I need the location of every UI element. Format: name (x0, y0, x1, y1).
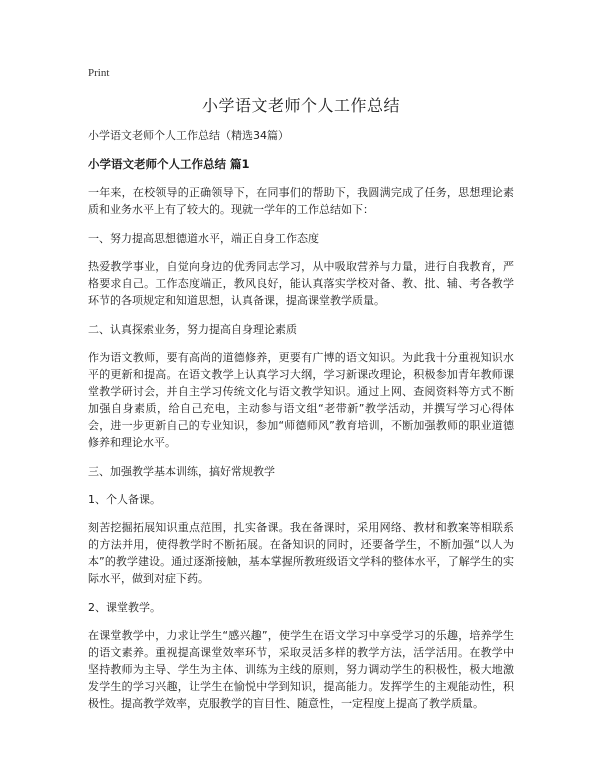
document-subtitle: 小学语文老师个人工作总结（精选34篇） (88, 129, 289, 142)
section-heading: 小学语文老师个人工作总结 篇1 (88, 157, 250, 171)
heading-part-3: 三、加强教学基本训练，搞好常规教学 (88, 465, 275, 478)
heading-part-1: 一、努力提高思想德道水平，端正自身工作态度 (88, 232, 319, 245)
document-title: 小学语文老师个人工作总结 (201, 96, 400, 115)
heading-part-2: 二、认真探索业务，努力提高自身理论素质 (88, 323, 297, 336)
body-paragraph-2: 作为语文教师，要有高尚的道德修养，更要有广博的语文知识。为此我十分重视知识水平的更新和提高。在语文教学上认真学习大纲，学习新课改理论，积极参加青年教师课堂教学研讨会，并自主学习传统文化与语文教学知识。通过上网、查阅资料等方式不断加强自身素质，给自己充电，主动参与语文组“老带新”教学活动，并撰写学习心得体会，进一步更新自己的专业知识，参加“师德师风”教育培训，不断加强教师的职业道德修养和理论水平。 (88, 351, 514, 449)
intro-paragraph: 一年来，在校领导的正确领导下，在同事们的帮助下，我圆满完成了任务，思想理论素质和业务水平上有了较大的。现就一学年的工作总结如下： (88, 186, 514, 216)
document-page (88, 66, 514, 724)
subheading-lesson-prep: 1、个人备课。 (88, 493, 161, 506)
body-paragraph-1: 热爱教学事业，自觉向身边的优秀同志学习，从中吸取营养与力量，进行自我教育，严格要求自己。工作态度端正，教风良好，能认真落实学校对备、教、批、辅、考各教学环节的各项规定和知道思想，认真备课，提高课堂教学质量。 (88, 260, 514, 307)
subheading-classroom: 2、课堂教学。 (88, 601, 161, 614)
print-label[interactable]: Print (88, 67, 110, 79)
body-paragraph-3: 刻苦挖掘拓展知识重点范围，扎实备课。我在备课时，采用网络、教材和教案等相联系的方法并用，使得教学时不断拓展。在备知识的同时，还要备学生，不断加强“以人为本”的教学建设。通过逐渐接触，基本掌握所教班级语文学科的整体水平，了解学生的实际水平，做到对症下药。 (88, 521, 514, 585)
body-paragraph-4: 在课堂教学中，力求让学生“感兴趣”，使学生在语文学习中享受学习的乐趣，培养学生的语文素养。重视提高课堂效率环节，采取灵活多样的教学方法，活学活用。在教学中坚持教师为主导、学生为主体、训练为主线的原则，努力调动学生的积极性，极大地激发学生的学习兴趣，让学生在愉悦中学到知识，提高能力。发挥学生的主观能动性，积极性。提高教学效率，克服教学的盲目性、随意性，一定程度上提高了教学质量。 (88, 629, 514, 710)
